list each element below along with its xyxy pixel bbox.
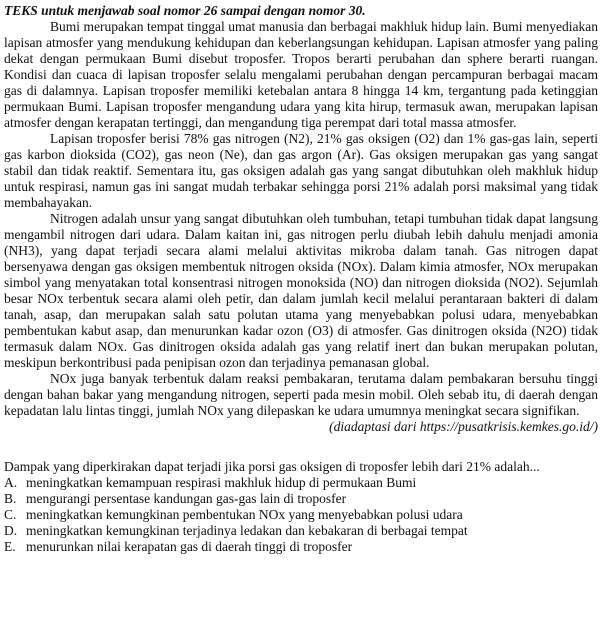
option-a[interactable] [4, 475, 598, 491]
passage-paragraph-3: Nitrogen adalah unsur yang sangat dibutuhkan oleh tumbuhan, tetapi tumbuhan tidak dapat langsung mengambil nitrogen dari udara. Dalam kaitan ini, gas nitrogen perlu diubah lebih dahulu menjadi amonia (NH3), yang dapat terjadi secara alami melalui aktivitas mikroba dalam tanah. Gas nitrogen dapat bersenyawa dengan gas oksigen membentuk nitrogen oksida (NOx). Dalam kimia atmosfer, NOx merupakan simbol yang menyatakan total konsentrasi nitrogen monoksida (NO) dan nitrogen dioksida (NO2). Sejumlah besar NOx terbentuk secara alami oleh petir, dan dalam jumlah kecil melalui perantaraan bakteri di dalam tanah, asap, dan merupakan salah satu polutan utama yang menyebabkan polusi udara, menyebabkan pembentukan kabut asap, dan menurunkan kadar ozon (O3) di atmosfer. Gas dinitrogen oksida (N2O) tidak termasuk dalam NOx. Gas dinitrogen oksida adalah gas yang relatif inert dan bukan merupakan polutan, meskipun berkontribusi pada penipisan ozon dan terjadinya pemanasan global. [4, 211, 598, 370]
passage-paragraph-2: Lapisan troposfer berisi 78% gas nitrogen (N2), 21% gas oksigen (O2) dan 1% gas-gas lain, seperti gas karbon dioksida (CO2), gas neon (Ne), dan gas argon (Ar). Gas oksigen merupakan gas yang sangat stabil dan tidak reaktif. Sementara itu, gas oksigen adalah gas yang sangat dibutuhkan oleh makhluk hidup untuk respirasi, namun gas ini sangat mudah terbakar sehingga porsi 21% adalah porsi maksimal yang tidak membahayakan. [4, 131, 598, 210]
option-letter: D. [4, 523, 18, 538]
passage-paragraph-4: NOx juga banyak terbentuk dalam reaksi pembakaran, terutama dalam pembakaran bersuhu tinggi dengan bahan bakar yang mengandung nitrogen, seperti pada mesin mobil. Oleh sebab itu, di daerah dengan kepadatan lalu lintas tinggi, jumlah NOx yang dilepaskan ke udara umumnya meningkat secara signifikan. [4, 371, 598, 418]
passage-heading: TEKS untuk menjawab soal nomor 26 sampai dengan nomor 30. [4, 3, 366, 18]
option-letter: B. [4, 491, 17, 506]
option-text: meningkatkan kemungkinan pembentukan NOx yang menyebabkan polusi udara [26, 507, 463, 522]
option-c[interactable] [4, 507, 598, 523]
option-text: mengurangi persentase kandungan gas-gas lain di troposfer [26, 491, 347, 506]
option-b[interactable] [4, 491, 598, 507]
option-d[interactable] [4, 523, 598, 539]
option-letter: A. [4, 475, 18, 490]
option-letter: C. [4, 507, 17, 522]
option-text: meningkatkan kemungkinan terjadinya ledakan dan kebakaran di berbagai tempat [26, 523, 468, 538]
option-text: meningkatkan kemampuan respirasi makhluk hidup di permukaan Bumi [26, 475, 417, 490]
source-citation: (diadaptasi dari https://pusatkrisis.kemkes.go.id/) [329, 419, 598, 434]
option-text: menurunkan nilai kerapatan gas di daerah tinggi di troposfer [26, 539, 353, 554]
passage-paragraph-1: Bumi merupakan tempat tinggal umat manusia dan berbagai makhluk hidup lain. Bumi menyediakan lapisan atmosfer yang mendukung kehidupan dan keberlangsungan kehidupan. Lapisan atmosfer yang paling dekat dengan permukaan Bumi disebut troposfer. Tropos berarti perubahan dan sphere berarti ruangan. Kondisi dan cuaca di lapisan troposfer selalu mengalami perubahan dengan percampuran berbagai macam gas di dalamnya. Lapisan troposfer memiliki ketebalan antara 8 hingga 14 km, tergantung pada ketinggian permukaan Bumi. Lapisan troposfer mengandung udara yang kita hirup, termasuk awan, merupakan lapisan atmosfer dengan kerapatan tertinggi, dan mengandung tiga perempat dari total massa atmosfer. [4, 19, 598, 130]
spacer [4, 435, 598, 459]
option-letter: E. [4, 539, 16, 554]
question-text: Dampak yang diperkirakan dapat terjadi jika porsi gas oksigen di troposfer lebih dari 21% adalah... [4, 459, 540, 474]
option-e[interactable] [4, 539, 598, 555]
answer-options [4, 475, 598, 555]
